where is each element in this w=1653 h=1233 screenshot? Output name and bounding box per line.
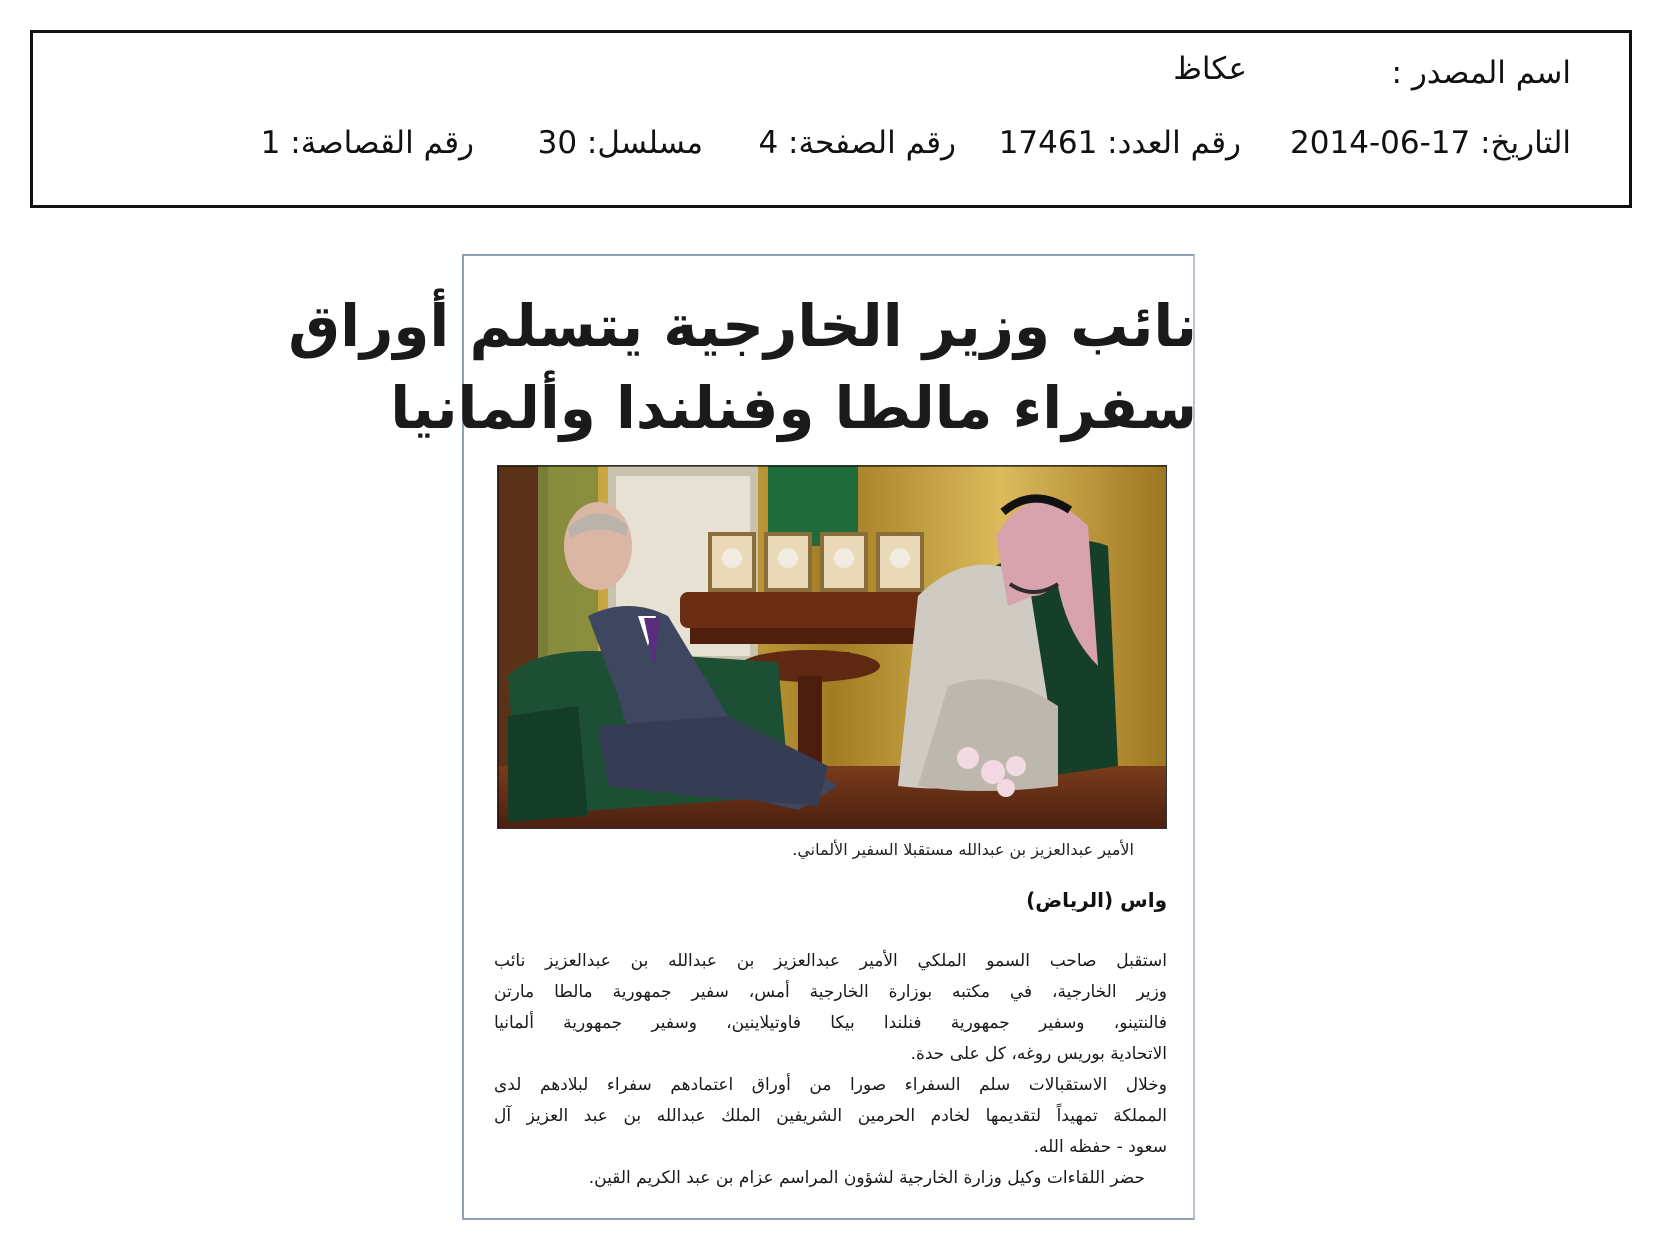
headline-line-1: نائب وزير الخارجية يتسلم أوراق [288,292,1197,360]
body-line: فالنتينو، وسفير جمهورية فنلندا بيكا فاوتيلاينين، وسفير جمهورية ألمانيا [494,1013,1167,1033]
newspaper-clipping [288,254,1197,1220]
body-line: وزير الخارجية، في مكتبه بوزارة الخارجية أمس، سفير جمهورية مالطا مارتن [494,982,1167,1002]
body-line: وخلال الاستقبالات سلم السفراء صورا من أوراق اعتمادهم سفراء لبلادهم لدى [494,1075,1167,1095]
date-field: التاريخ: 17-06-2014 [1290,125,1571,161]
article-photo [497,465,1167,829]
body-line: حضر اللقاءات وكيل وزارة الخارجية لشؤون المراسم عزام بن عبد الكريم القين. [588,1168,1145,1188]
source-value: عكاظ [1173,51,1247,87]
clip-info-box [30,30,1632,208]
page-number-field: رقم الصفحة: 4 [758,125,956,161]
body-line: استقبل صاحب السمو الملكي الأمير عبدالعزيز بن عبدالله بن عبدالعزيز نائب [494,951,1167,971]
serial-field: مسلسل: 30 [537,125,703,161]
issue-number-field: رقم العدد: 17461 [998,125,1241,161]
body-line: المملكة تمهيداً لتقديمها لخادم الحرمين الشريفين الملك عبدالله بن عبد العزيز آل [494,1106,1167,1126]
byline: واس (الرياض) [1026,888,1167,912]
clip-number-field: رقم القصاصة: 1 [260,125,474,161]
headline-line-2: سفراء مالطا وفنلندا وألمانيا [390,374,1197,442]
source-label: اسم المصدر : [1391,55,1571,91]
body-line: سعود - حفظه الله. [1033,1137,1167,1157]
photo-caption: الأمير عبدالعزيز بن عبدالله مستقبلا السفير الألماني. [792,840,1134,859]
body-line: الاتحادية بوريس روغه، كل على حدة. [910,1044,1167,1064]
